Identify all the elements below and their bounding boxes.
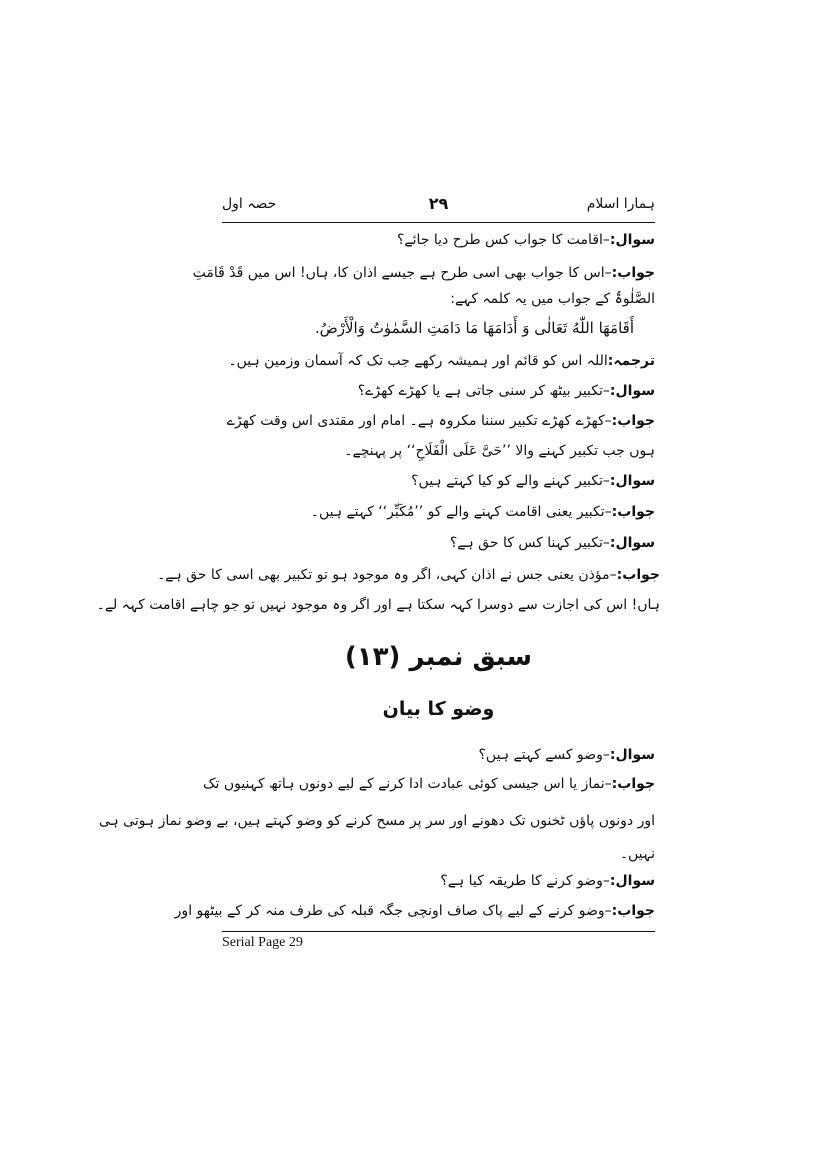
line-text: –اقامت کا جواب کس طرح دیا جائے؟ [396,232,610,248]
line-label: جواب: [611,265,655,281]
line-text: –نماز یا اس جیسی کوئی عبادت ادا کرنے کے لیے دونوں ہاتھ کہنیوں تک [202,776,612,792]
line-text: ہوں جب تکبیر کہنے والا ’’حَیَّ عَلَی الْفَلَاحِ‘‘ پر پہنچے۔ [344,443,655,459]
page-number: ۲۹ [428,194,449,213]
line-text: –اس کا جواب بھی اسی طرح ہے جیسے اذان کا، ہاں! اس میں قَدْ قَامَتِ [192,265,612,281]
header-rule [222,222,655,223]
line-text: اللہ اس کو قائم اور ہمیشہ رکھے جب تک کہ آسمان وزمین ہیں۔ [228,353,608,369]
serial-page-footer: Serial Page 29 [222,935,303,950]
line-text: –مؤذن یعنی جس نے اذان کہی، اگر وہ موجود ہو تو تکبیر بھی اسی کا حق ہے۔ [157,567,617,583]
text-line [96,594,660,616]
text-line [222,532,655,554]
line-label: جواب: [611,504,655,520]
line-label: سوال: [609,473,655,489]
section-heading: وضو کا بیان [382,698,495,720]
text-line [222,744,655,766]
line-text: الصَّلٰوۃُ کے جواب میں یہ کلمہ کہے: [450,291,655,307]
lesson-title: سبق نمبر (۱۳) [344,642,533,672]
text-line [222,501,655,523]
text-line [174,900,655,922]
text-line [192,262,655,284]
line-text: –وضو کرنے کے لیے پاک صاف اونچی جگہ قبلہ کی طرف منہ کر کے بیٹھو اور [174,903,612,919]
line-text: –تکبیر بیٹھ کر سنی جاتی ہے یا کھڑے کھڑے؟ [357,383,610,399]
line-text: –تکبیر کہنا کس کا حق ہے؟ [449,535,610,551]
part-label: حصہ اول [222,196,277,212]
line-label: سوال: [609,232,655,248]
text-line [222,470,655,492]
footer-rule [222,931,655,932]
running-header [222,196,655,220]
line-label: سوال: [609,873,655,889]
line-label: جواب: [611,776,655,792]
text-line [202,773,655,795]
line-text: اور دونوں پاؤں ٹخنوں تک دھونے اور سر پر مسح کرنے کو وضو کہتے ہیں، بے وضو نماز ہوتی ہی [98,813,655,829]
text-line [98,810,655,832]
text-line [222,440,655,462]
line-text: نہیں۔ [619,846,655,862]
line-text: –تکبیر کہنے والے کو کیا کہتے ہیں؟ [411,473,610,489]
text-line [222,380,655,402]
line-label: جواب: [616,567,660,583]
text-line [222,229,655,251]
text-line [222,288,655,310]
line-label: سوال: [609,747,655,763]
line-label: ترجمہ: [607,353,655,369]
text-line [222,843,655,865]
book-title: ہمارا اسلام [586,196,655,212]
line-label: سوال: [609,535,655,551]
arabic-dua [201,317,634,339]
line-text: –وضو کسے کہتے ہیں؟ [478,747,610,763]
line-text: –وضو کرنے کا طریقہ کیا ہے؟ [440,873,610,889]
line-text: –کھڑے کھڑے تکبیر سننا مکروہ ہے۔ امام اور مقتدی اس وقت کھڑے [226,413,612,429]
line-text: ہاں! اس کی اجازت سے دوسرا کہہ سکتا ہے اور اگر وہ موجود نہیں تو جو چاہے اقامت کہہ لے۔ [96,597,660,613]
text-line [222,870,655,892]
text-line [222,350,655,372]
line-label: سوال: [609,383,655,399]
line-label: جواب: [611,903,655,919]
text-line [157,564,660,586]
line-text: –تکبیر یعنی اقامت کہنے والے کو ’’مُکَبِّر‘‘ کہتے ہیں۔ [310,504,612,520]
line-label: جواب: [611,413,655,429]
line-text: أَقَامَهَا اللّٰهُ تَعَالٰی وَ أَدَامَهَا مَا دَامَتِ السَّمٰوٰتُ وَالْأَرْضُ. [314,319,634,337]
text-line [222,410,655,432]
